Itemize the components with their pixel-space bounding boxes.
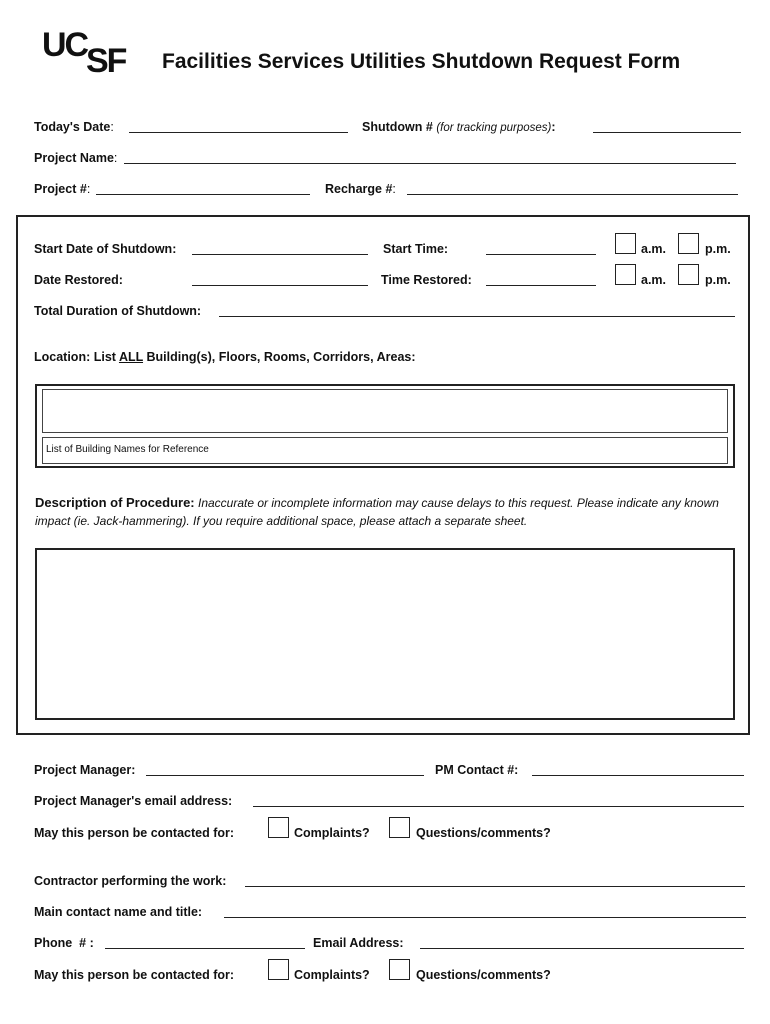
location-input[interactable] (42, 389, 728, 433)
start-date-label: Start Date of Shutdown: (34, 242, 177, 256)
shutdown-number-field[interactable] (593, 132, 741, 133)
email-address-field[interactable] (420, 948, 744, 949)
restored-pm-label: p.m. (705, 273, 731, 287)
pm-questions-label: Questions/comments? (416, 826, 551, 840)
contractor-questions-checkbox[interactable] (389, 959, 410, 980)
start-am-checkbox[interactable] (615, 233, 636, 254)
time-restored-label: Time Restored: (381, 273, 472, 287)
pm-questions-checkbox[interactable] (389, 817, 410, 838)
start-time-label: Start Time: (383, 242, 449, 256)
phone-field[interactable] (105, 948, 305, 949)
total-duration-field[interactable] (219, 316, 735, 317)
project-number-label: Project #: (34, 182, 91, 196)
phone-label: Phone # : (34, 936, 94, 950)
logo-sf: SF (86, 42, 126, 80)
pm-email-label: Project Manager's email address: (34, 794, 233, 808)
total-duration-label: Total Duration of Shutdown: (34, 304, 202, 318)
project-name-label: Project Name: (34, 151, 118, 165)
start-time-field[interactable] (486, 254, 596, 255)
project-name-field[interactable] (124, 163, 736, 164)
contractor-complaints-checkbox[interactable] (268, 959, 289, 980)
restored-pm-checkbox[interactable] (678, 264, 699, 285)
start-am-label: a.m. (641, 242, 667, 256)
project-manager-label: Project Manager: (34, 763, 136, 777)
todays-date-field[interactable] (129, 132, 348, 133)
restored-am-label: a.m. (641, 273, 667, 287)
contractor-may-contact-label: May this person be contacted for: (34, 968, 235, 982)
pm-contact-label: PM Contact #: (435, 763, 519, 777)
pm-complaints-label: Complaints? (294, 826, 370, 840)
recharge-number-label: Recharge #: (325, 182, 396, 196)
start-pm-checkbox[interactable] (678, 233, 699, 254)
time-restored-field[interactable] (486, 285, 596, 286)
form-title: Facilities Services Utilities Shutdown Request Form (162, 50, 681, 73)
pm-email-field[interactable] (253, 806, 744, 807)
description-label: Description of Procedure: (35, 495, 195, 510)
pm-may-contact-label: May this person be contacted for: (34, 826, 235, 840)
todays-date-label: Today's Date: (34, 120, 114, 134)
shutdown-number-label: Shutdown # (for tracking purposes): (362, 120, 556, 134)
date-restored-label: Date Restored: (34, 273, 123, 287)
email-address-label: Email Address: (313, 936, 404, 950)
date-restored-field[interactable] (192, 285, 368, 286)
location-label: Location: List ALL Building(s), Floors, Rooms, Corridors, Areas: (34, 350, 416, 364)
contractor-complaints-label: Complaints? (294, 968, 370, 982)
start-pm-label: p.m. (705, 242, 731, 256)
contractor-questions-label: Questions/comments? (416, 968, 551, 982)
project-manager-field[interactable] (146, 775, 424, 776)
start-date-field[interactable] (192, 254, 368, 255)
building-list-dropdown[interactable]: List of Building Names for Reference (42, 437, 728, 464)
description-textarea[interactable] (35, 548, 735, 720)
project-number-field[interactable] (96, 194, 310, 195)
recharge-number-field[interactable] (407, 194, 738, 195)
pm-complaints-checkbox[interactable] (268, 817, 289, 838)
description-note: Inaccurate or incomplete information may cause delays to this request. Please indicate any known impact (ie. Jack-hammering). If you require additional space, please attach a separate sheet. (35, 496, 719, 528)
restored-am-checkbox[interactable] (615, 264, 636, 285)
description-instructions (35, 494, 735, 530)
contractor-label: Contractor performing the work: (34, 874, 227, 888)
main-contact-label: Main contact name and title: (34, 905, 203, 919)
ucsf-logo (42, 26, 138, 78)
logo-uc: UC (42, 26, 88, 64)
contractor-field[interactable] (245, 886, 745, 887)
main-contact-field[interactable] (224, 917, 746, 918)
pm-contact-field[interactable] (532, 775, 744, 776)
